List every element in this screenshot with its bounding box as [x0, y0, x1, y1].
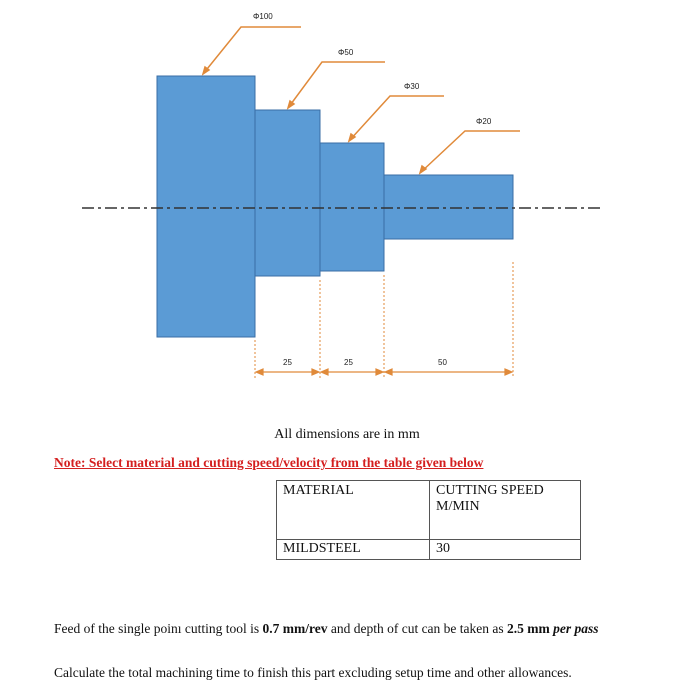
cell-cutting-speed: 30 [430, 540, 581, 560]
diameter-label-d100: Φ100 [253, 12, 273, 21]
question-text: Calculate the total machining time to finish this part excluding setup time and other allowances. [54, 665, 572, 680]
note-text: Note: Select material and cutting speed/velocity from the table given below [54, 455, 484, 470]
statement-text-a: Feed of the single poinı cutting tool is [54, 621, 263, 636]
diameter-label-d30: Φ30 [404, 82, 420, 91]
cell-material: MILDSTEEL [277, 540, 430, 560]
leader-d30 [349, 96, 444, 141]
cutting-speed-table [276, 480, 581, 560]
per-pass-text: per pass [553, 621, 599, 636]
leader-d20 [420, 131, 520, 173]
leader-d100 [203, 27, 301, 74]
shaft-section-d100 [157, 76, 255, 337]
table-header-row [277, 481, 581, 540]
header-material: MATERIAL [277, 481, 430, 540]
leader-d50 [288, 62, 385, 108]
extension-lines [255, 262, 513, 378]
feed-depth-statement [54, 620, 654, 637]
dimensions-caption: All dimensions are in mm [274, 427, 420, 442]
depth-value: 2.5 mm [507, 621, 550, 636]
table-row [277, 540, 581, 560]
length-label-2: 25 [344, 358, 353, 367]
shaft-section-d50 [255, 110, 320, 276]
feed-value: 0.7 mm/rev [262, 621, 328, 636]
statement-text-b: and depth of cut can be taken as [327, 621, 508, 636]
shaft-section-d20 [384, 175, 513, 239]
length-label-1: 25 [283, 358, 292, 367]
diameter-label-d20: Φ20 [476, 117, 492, 126]
length-label-3: 50 [438, 358, 447, 367]
dimension-line-2 [321, 369, 383, 375]
shaft-section-d30 [320, 143, 384, 271]
dimension-line-3 [385, 369, 512, 375]
dimension-line-1 [256, 369, 319, 375]
header-cutting-speed: CUTTING SPEED M/MIN [430, 481, 581, 540]
diameter-label-d50: Φ50 [338, 48, 354, 57]
